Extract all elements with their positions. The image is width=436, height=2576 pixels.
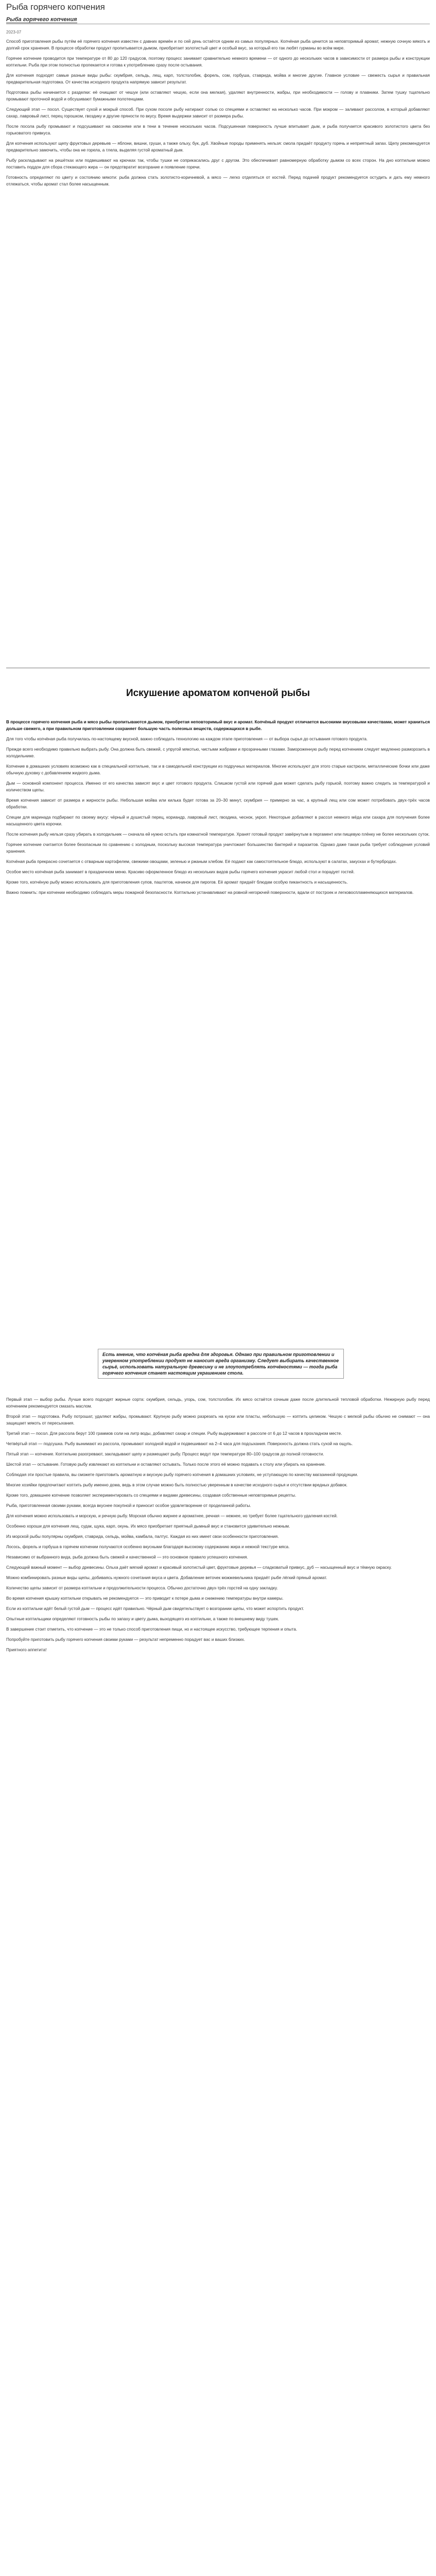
body-paragraph: Для копчения можно использовать и морскую, и речную рыбу. Морская обычно жирнее и ароматнее, речная — нежнее, но требует более тщательного удаления костей. [6,1514,338,1518]
intro-paragraph: Для копчения используют щепу фруктовых деревьев — яблони, вишни, груши, а также ольху, бук, дуб. Хвойные породы применять нельзя: смола придаёт продукту горечь и неприятный запах. Щепу рекомендуется предварительно замочить, чтобы она не горела, а тлела, выделяя густой ароматный дым. [6,141,430,152]
section-paragraph: Дым — основной компонент процесса. Именно от его качества зависят вкус и цвет готового продукта. Слишком густой или горячий дым может сделать рыбу горькой, поэтому важно следить за температурой и количеством щепы. [6,781,430,792]
post-date: 2023-07 [6,30,22,35]
intro-paragraph: Горячее копчение проводится при температуре от 80 до 120 градусов, поэтому процесс занимает сравнительно немного времени — от одного до нескольких часов в зависимости от размера рыбы и конструкции коптильни. Рыба при этом полностью пропекается и готова к употреблению сразу после остывания. [6,56,430,67]
highlight-quote: Есть мнение, что копчёная рыба вредна для здоровья. Однако при правильном приготовлении и умеренном употреблении продукт не наносит вреда организму. Следует выбирать качественное сырьё, использовать натуральную древесину и не злоупотреблять копчёностями — тогда рыба горячего копчения станет настоящим украшением стола. [98,1349,344,1379]
body-paragraph: Попробуйте приготовить рыбу горячего копчения своими руками — результат непременно порадует вас и ваших близких. [6,1637,245,1642]
body-paragraph: Соблюдая эти простые правила, вы сможете приготовить ароматную и вкусную рыбу горячего копчения в домашних условиях, не уступающую по качеству магазинной продукции. [6,1472,358,1477]
section-lead: В процессе горячего копчения рыба и мясо рыбы пропитываются дымом, приобретая неповторимый вкус и аромат. Копчёный продукт отличается высокими вкусовыми качествами, может храниться дольше свежего, а при правильном приготовлении сохраняет большую часть полезных веществ, содержащихся в рыбе. [6,720,430,731]
body-paragraph: Второй этап — подготовка. Рыбу потрошат, удаляют жабры, промывают. Крупную рыбу можно разрезать на куски или пласты, небольшую — коптить целиком. Чешую с мелкой рыбы обычно не снимают — она защищает мякоть от пересыхания. [6,1414,430,1426]
body-paragraph: Особенно хороши для копчения лещ, судак, щука, карп, окунь. Их мясо приобретает приятный дымный вкус и становится удивительно нежным. [6,1524,290,1529]
body-paragraph: Можно комбинировать разные виды щепы, добиваясь нужного сочетания вкуса и цвета. Добавление веточек можжевельника придаёт рыбе лёгкий пряный аромат. [6,1575,327,1580]
section-paragraph: Прежде всего необходимо правильно выбрать рыбу. Она должна быть свежей, с упругой мякотью, чистыми жабрами и прозрачными глазами. Замороженную рыбу перед копчением следует медленно разморозить в холодильнике. [6,747,430,758]
body-paragraph: Опытные коптильщики определяют готовность рыбы по запаху и цвету дыма, выходящего из коптильни, а также по внешнему виду тушек. [6,1617,280,1621]
page-subtitle [6,16,77,23]
body-paragraph: Четвёртый этап — подсушка. Рыбу вынимают из рассола, промывают холодной водой и подвешивают на 2–4 часа для подсыхания. Поверхность должна стать сухой на ощупь. [6,1442,353,1446]
page-title: Рыба горячего копчения [6,2,105,12]
section-paragraph: Специи для маринада подбирают по своему вкусу: чёрный и душистый перец, кориандр, лавровый лист, гвоздика, чеснок, укроп. Некоторые добавляют в рассол немного мёда или сахара для получения более насыщенного цвета корочки. [6,815,430,826]
section-paragraph: Копчение в домашних условиях возможно как в специальной коптильне, так и в самодельной конструкции из подручных материалов. Многие используют для этого старые кастрюли, металлические бочки или даже обычную духовку с добавлением жидкого дыма. [6,764,430,775]
intro-paragraph: После посола рыбу промывают и подсушивают на сквозняке или в тени в течение нескольких часов. Подсушенная поверхность лучше впитывает дым, и рыба получается красивого золотистого цвета без горьковатого привкуса. [6,124,430,135]
body-paragraph: Лосось, форель и горбуша в горячем копчении получаются особенно вкусными благодаря высокому содержанию жира и нежной текстуре мяса. [6,1545,290,1549]
body-paragraph: Шестой этап — остывание. Готовую рыбу извлекают из коптильни и оставляют остывать. Только после этого её можно подавать к столу или убирать на хранение. [6,1462,326,1467]
body-paragraph: В завершение стоит отметить, что копчение — это не только способ приготовления пищи, но и настоящее искусство, требующее терпения и опыта. [6,1627,298,1632]
intro-paragraph: Готовность определяют по цвету и состоянию мякоти: рыба должна стать золотисто-коричневой, а мясо — легко отделяться от костей. Перед подачей продукт рекомендуется остудить и дать ему немного отлежаться, чтобы аромат стал более насыщенным. [6,175,430,187]
intro-paragraph: Следующий этап — посол. Существует сухой и мокрый способ. При сухом посоле рыбу натирают солью со специями и оставляют на несколько часов. При мокром — заливают рассолом, в который добавляют сахар, лавровый лист, перец горошком, гвоздику и другие пряности по вкусу. Время выдержки зависит от размера рыбы. [6,107,430,118]
body-paragraph: Количество щепы зависит от размера коптильни и продолжительности процесса. Обычно достаточно двух-трёх горстей на одну закладку. [6,1586,278,1590]
body-paragraph: Независимо от выбранного вида, рыба должна быть свежей и качественной — это основное правило успешного копчения. [6,1555,248,1560]
intro-paragraph: Подготовка рыбы начинается с разделки: её очищают от чешуи (или оставляют чешую, если она мелкая), удаляют внутренности, жабры, при необходимости — голову и плавники. Затем тушку тщательно промывают проточной водой и обсушивают бумажными полотенцами. [6,90,430,101]
intro-paragraph: Рыбу раскладывают на решётках или подвешивают на крючках так, чтобы тушки не соприкасались друг с другом. Это обеспечивает равномерную обработку дымом со всех сторон. На дно коптильни можно поставить поддон для сбора стекающего жира — он предотвратит возгорание и появление горечи. [6,158,430,170]
section-paragraph: Время копчения зависит от размера и жирности рыбы. Небольшая мойва или килька будет готова за 20–30 минут, скумбрия — примерно за час, а крупный лещ или сом может потребовать двух-трёх часов обработки. [6,798,430,809]
section-paragraph: Горячее копчение считается более безопасным по сравнению с холодным, поскольку высокая температура уничтожает большинство бактерий и паразитов. Однако даже такая рыба требует соблюдения условий хранения. [6,842,430,854]
intro-paragraph: Способ приготовления рыбы путём её горячего копчения известен с давних времён и по сей день остаётся одним из самых популярных. Копчёная рыба ценится за неповторимый аромат, нежную сочную мякоть и долгий срок хранения. В процессе обработки продукт пропитывается дымом, приобретает золотистый цвет и особый вкус, за который его так любят гурманы во всём мире. [6,39,430,50]
intro-block [6,38,430,191]
intro-paragraph: Для копчения подходят самые разные виды рыбы: скумбрия, сельдь, лещ, карп, толстолобик, форель, сом, горбуша, ставрида, мойва и многие другие. Главное условие — свежесть сырья и правильная предварительная подготовка. От качества исходного продукта напрямую зависит результат. [6,73,430,84]
section-paragraph: Кроме того, копчёную рыбу можно использовать для приготовления супов, паштетов, начинок для пирогов. Её аромат придаёт блюдам особую пикантность и насыщенность. [6,880,348,885]
section-paragraph: После копчения рыбу нельзя сразу убирать в холодильник — сначала ей нужно остыть при комнатной температуре. Хранят готовый продукт завёрнутым в пергамент или пищевую плёнку не более нескольких суток. [6,832,430,837]
section-block [6,719,430,900]
section-paragraph: Важно помнить: при копчении необходимо соблюдать меры пожарной безопасности. Коптильню устанавливают на ровной негорючей поверхности, вдали от построек и легковоспламеняющихся материалов. [6,890,414,895]
body-paragraph: Если из коптильни идёт белый густой дым — процесс идёт правильно. Чёрный дым свидетельствует о возгорании щепы, что может испортить продукт. [6,1606,304,1611]
body-paragraph: Пятый этап — копчение. Коптильню разогревают, закладывают щепу и размещают рыбу. Процесс ведут при температуре 80–100 градусов до полной готовности. [6,1452,324,1456]
body-paragraph: Во время копчения крышку коптильни открывать не рекомендуется — это приводит к потере дыма и снижению температуры внутри камеры. [6,1596,284,1601]
body-paragraph: Следующий важный момент — выбор древесины. Ольха даёт мягкий аромат и красивый золотистый цвет, фруктовые деревья — сладковатый привкус, дуб — насыщенный вкус и тёмную окраску. [6,1565,392,1570]
section-paragraph: Для того чтобы копчёная рыба получилась по-настоящему вкусной, важно соблюдать технологию на каждом этапе приготовления — от выбора сырья до остывания готового продукта. [6,737,368,741]
body-paragraph: Приятного аппетита! [6,1648,47,1652]
section-paragraph: Особое место копчёная рыба занимает в праздничном меню. Красиво оформленное блюдо из нескольких видов рыбы горячего копчения украсит любой стол и порадует гостей. [6,870,355,874]
body-paragraph: Рыба, приготовленная своими руками, всегда вкуснее покупной и приносит особое удовлетворение от проделанной работы. [6,1503,251,1508]
body-paragraph: Третий этап — посол. Для рассола берут 100 граммов соли на литр воды, добавляют сахар и специи. Рыбу выдерживают в рассоле от 6 до 12 часов в прохладном месте. [6,1431,342,1436]
body-paragraph: Из морской рыбы популярны скумбрия, ставрида, сельдь, мойва, камбала, палтус. Каждая из них имеет свои особенности приготовления. [6,1534,279,1539]
section-heading: Искушение ароматом копченой рыбы [126,688,310,699]
body-paragraph: Первый этап — выбор рыбы. Лучше всего подходят жирные сорта: скумбрия, сельдь, угорь, сом, толстолобик. Их мясо остаётся сочным даже после длительной тепловой обработки. Нежирную рыбу перед копчением рекомендуется смазать маслом. [6,1397,430,1409]
subtitle-text: Рыба горячего копчения [6,16,77,23]
after-quote-block [6,1396,430,1657]
body-paragraph: Многие хозяйки предпочитают коптить рыбу именно дома, ведь в этом случае можно быть полностью уверенным в качестве исходного сырья и отсутствии вредных добавок. [6,1483,348,1487]
body-paragraph: Кроме того, домашнее копчение позволяет экспериментировать со специями и видами древесины, создавая собственные неповторимые рецепты. [6,1493,297,1498]
section-paragraph: Копчёная рыба прекрасно сочетается с отварным картофелем, свежими овощами, зеленью и ржаным хлебом. Её подают как самостоятельное блюдо, используют в салатах, закусках и бутербродах. [6,859,397,864]
